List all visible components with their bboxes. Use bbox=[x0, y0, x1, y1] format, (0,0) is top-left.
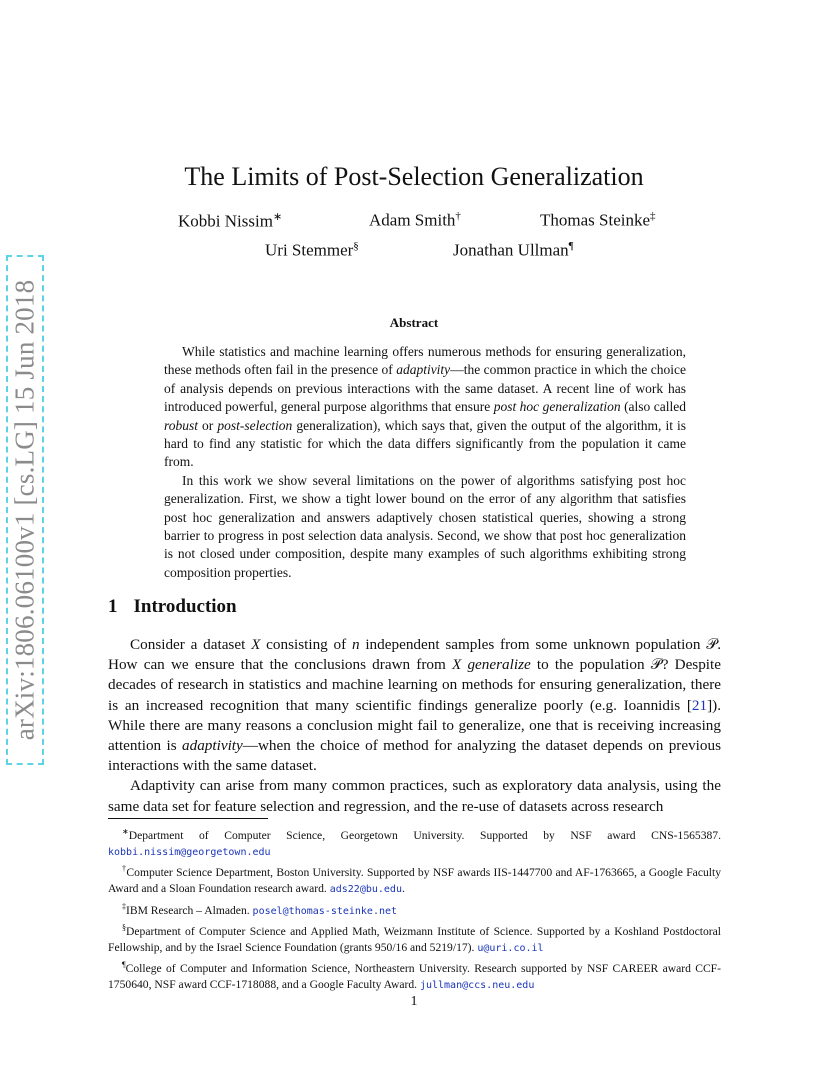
math-symbol: 𝒫 bbox=[650, 656, 662, 674]
footnote-4 bbox=[108, 920, 721, 957]
footnote-text: Department of Computer Science, Georgetown University. Supported by NSF award CNS-1565387. bbox=[128, 828, 721, 842]
page-number: 1 bbox=[410, 994, 418, 1009]
paper-title: The Limits of Post-Selection Generalization bbox=[184, 162, 644, 191]
arxiv-identifier: arXiv:1806.06100v1 [cs.LG] 15 Jun 2018 bbox=[9, 279, 40, 741]
footnote-mark: ∗ bbox=[122, 827, 129, 836]
math-var: X bbox=[251, 636, 261, 653]
emphasis: adaptivity bbox=[396, 362, 451, 378]
footnote-text: Computer Science Department, Boston University. Supported by NSF awards IIS-1447700 and AF-1763665, a Google Faculty Award and a Sloan Foundation research award. bbox=[108, 866, 722, 896]
section-heading bbox=[108, 596, 237, 618]
author-mark: † bbox=[455, 210, 461, 222]
author-name: Kobbi Nissim bbox=[178, 211, 273, 231]
text-run: ? Despite decades of research in statistics and machine learning on methods for ensuring generalization, there is an increased recognition that many scientific findings generalize poorly (e.g. Ioannidis [ bbox=[108, 656, 721, 714]
intro-paragraph-1 bbox=[108, 635, 721, 776]
emphasis: post hoc generalization bbox=[493, 399, 621, 415]
text-run: Consider a dataset bbox=[130, 636, 252, 653]
email-link[interactable]: u@uri.co.il bbox=[477, 942, 544, 954]
text-run: consisting of bbox=[260, 636, 352, 653]
footnote-text: Department of Computer Science and Applied Math, Weizmann Institute of Science. Supported by a Koshland Postdoctoral Fellowship, and by the Israel Science Foundation (grants 950/16 and 5219/17). bbox=[108, 924, 721, 954]
introduction-body bbox=[108, 635, 721, 817]
text-run: ]). While there are many reasons a conclusion might fail to generalize, one that is receiving increasing attention is bbox=[108, 696, 721, 755]
text-run: —when the choice of method for analyzing the dataset depends on previous interactions with the same dataset. bbox=[108, 737, 721, 775]
footnote-3 bbox=[108, 899, 721, 920]
text-run: . How can we ensure that the conclusions drawn from bbox=[108, 636, 721, 674]
text-run: independent samples from some unknown population bbox=[359, 636, 707, 653]
abstract-paragraph-1 bbox=[164, 343, 686, 472]
emphasis: robust bbox=[164, 417, 199, 433]
section-title: Introduction bbox=[133, 596, 237, 617]
footnote-rule bbox=[108, 818, 268, 819]
author-mark: § bbox=[353, 240, 359, 252]
footnote-5 bbox=[108, 957, 721, 994]
author-mark: ¶ bbox=[568, 240, 574, 252]
email-link[interactable]: jullman@ccs.neu.edu bbox=[419, 979, 535, 991]
section-number: 1 bbox=[108, 596, 118, 617]
footnote-text: . bbox=[401, 882, 405, 896]
math-var: n bbox=[351, 636, 360, 653]
text-run: —the common practice in which the choice of analysis depends on previous interactions with the same dataset. A recent line of work has introduced powerful, general purpose algorithms that ensure bbox=[164, 362, 686, 415]
math-symbol: 𝒫 bbox=[706, 636, 718, 653]
footnote-mark: ‡ bbox=[122, 901, 126, 911]
footnote-mark: ¶ bbox=[122, 959, 126, 969]
footnote-mark: † bbox=[122, 864, 127, 874]
author-5 bbox=[453, 240, 574, 261]
math-var: X bbox=[452, 656, 462, 674]
emphasis: generalize bbox=[467, 656, 531, 674]
email-link[interactable]: posel@thomas-steinke.net bbox=[252, 905, 398, 917]
text-run: While statistics and machine learning offers numerous methods for ensuring generalization, these methods often fail in the presence of bbox=[164, 344, 686, 378]
abstract-paragraph-2: In this work we show several limitations on the power of algorithms satisfying post hoc generalization. First, we show a tight lower bound on the error of any algorithm that satisfies post hoc generalization and answers adaptively chosen statistical queries, showing a strong barrier to progress in post selection data analysis. Second, we show that post hoc generalization is not closed under composition, despite many examples of such algorithms exhibiting strong composition properties. bbox=[164, 472, 686, 580]
abstract-heading: Abstract bbox=[389, 315, 439, 330]
footnote-text: IBM Research – Almaden. bbox=[126, 903, 253, 917]
author-4 bbox=[265, 240, 359, 261]
footnote-mark: § bbox=[122, 922, 126, 932]
emphasis: post-selection bbox=[217, 417, 293, 433]
text-run: or bbox=[198, 417, 218, 433]
footnote-text: College of Computer and Information Science, Northeastern University. Research supported by NSF CAREER award CCF-1750640, NSF award CCF-1718088, and a Google Faculty Award. bbox=[108, 961, 721, 991]
author-name: Jonathan Ullman bbox=[453, 240, 569, 260]
arxiv-stamp bbox=[6, 255, 44, 765]
abstract-body bbox=[164, 343, 686, 582]
citation-link[interactable]: 21 bbox=[691, 696, 708, 714]
text-run: generalization), which says that, given the output of the algorithm, it is hard to find any statistic for which the data differs significantly from the population it came from. bbox=[164, 417, 686, 470]
author-name: Thomas Steinke bbox=[540, 210, 651, 230]
author-name: Uri Stemmer bbox=[265, 240, 354, 260]
emphasis: adaptivity bbox=[182, 737, 243, 755]
author-3 bbox=[540, 210, 656, 231]
author-2 bbox=[369, 210, 461, 231]
intro-paragraph-2: Adaptivity can arise from many common practices, such as exploratory data analysis, using the same data set for feature selection and regression, and the re-use of datasets across research bbox=[108, 777, 721, 815]
author-1 bbox=[178, 210, 282, 232]
email-link[interactable]: ads22@bu.edu bbox=[329, 884, 402, 896]
footnote-2 bbox=[108, 861, 721, 898]
footnotes bbox=[108, 824, 721, 994]
text-run: (also called bbox=[620, 399, 686, 415]
author-mark: ∗ bbox=[272, 211, 283, 223]
email-link[interactable]: kobbi.nissim@georgetown.edu bbox=[108, 847, 271, 859]
text-run: to the population bbox=[530, 656, 651, 674]
footnote-1 bbox=[108, 824, 721, 861]
author-mark: ‡ bbox=[650, 210, 656, 222]
author-name: Adam Smith bbox=[369, 210, 456, 230]
